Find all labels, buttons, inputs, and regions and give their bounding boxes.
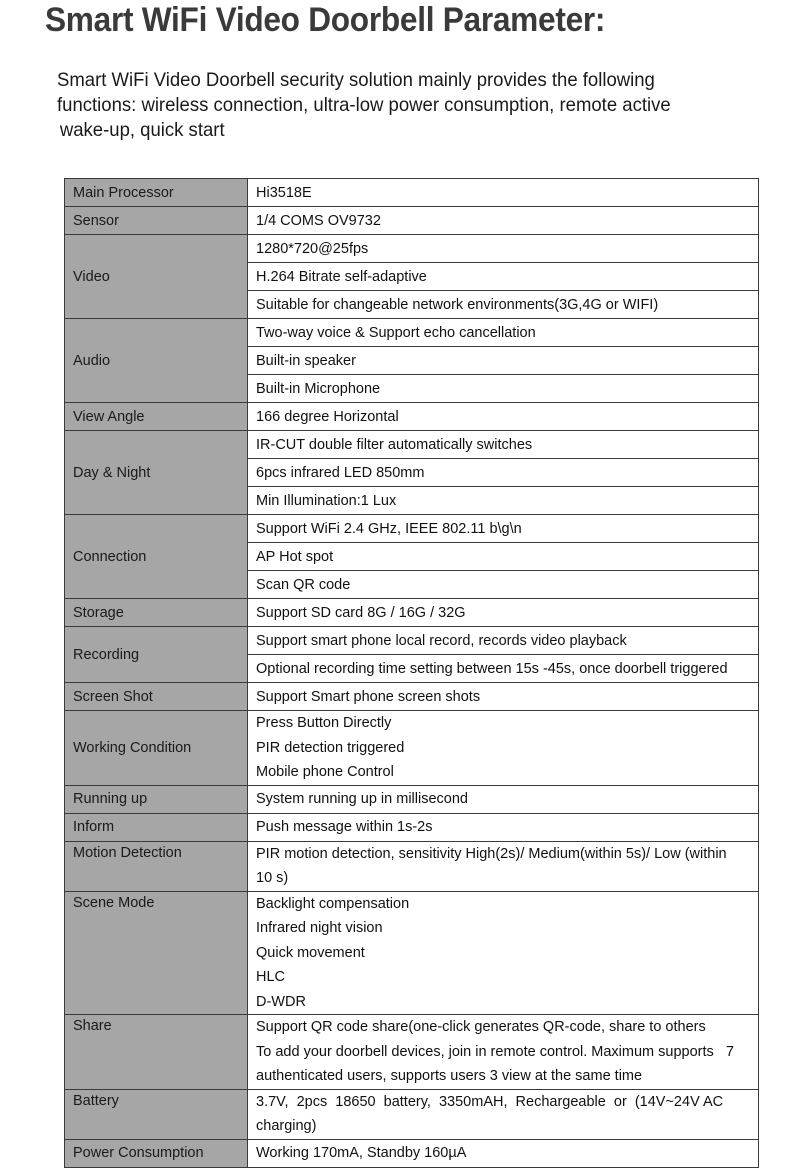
param-value: IR-CUT double filter automatically switches <box>248 431 759 459</box>
param-value: H.264 Bitrate self-adaptive <box>248 263 759 291</box>
param-value: Optional recording time setting between 15s -45s, once doorbell triggered <box>248 655 759 683</box>
param-label: Audio <box>65 319 248 403</box>
param-value: Built-in Microphone <box>248 375 759 403</box>
intro-line: Smart WiFi Video Doorbell security solution mainly provides the following <box>57 69 655 91</box>
value-line: Infrared night vision <box>256 920 383 936</box>
param-label: Working Condition <box>65 711 248 786</box>
table-row <box>65 891 759 1015</box>
param-value <box>248 711 759 786</box>
table-row <box>65 683 759 711</box>
param-value: AP Hot spot <box>248 543 759 571</box>
param-value <box>248 1089 759 1139</box>
parameter-table <box>64 178 759 1168</box>
param-value: Min Illumination:1 Lux <box>248 487 759 515</box>
value-line: authenticated users, supports users 3 view at the same time <box>256 1068 643 1084</box>
param-label: Screen Shot <box>65 683 248 711</box>
param-value: System running up in millisecond <box>248 785 759 813</box>
param-value <box>248 1015 759 1090</box>
param-value: Push message within 1s-2s <box>248 813 759 841</box>
param-value <box>248 891 759 1015</box>
param-value: Support SD card 8G / 16G / 32G <box>248 599 759 627</box>
value-line: D-WDR <box>256 993 306 1010</box>
table-row <box>65 1139 759 1167</box>
param-label: Day & Night <box>65 431 248 515</box>
param-value: Working 170mA, Standby 160µA <box>248 1139 759 1167</box>
value-line: Mobile phone Control <box>256 764 394 780</box>
value-line: Quick movement <box>256 944 365 961</box>
param-label: View Angle <box>65 403 248 431</box>
param-value: 166 degree Horizontal <box>248 403 759 431</box>
value-line: charging) <box>256 1118 317 1134</box>
table-row <box>65 841 759 891</box>
table-row <box>65 599 759 627</box>
param-label: Video <box>65 235 248 319</box>
value-line: Support QR code share(one-click generates QR-code, share to others <box>256 1019 706 1035</box>
param-label: Motion Detection <box>65 841 248 891</box>
param-label: Share <box>65 1015 248 1090</box>
param-value: 1/4 COMS OV9732 <box>248 207 759 235</box>
table-row <box>65 515 759 543</box>
value-line: PIR detection triggered <box>256 739 405 756</box>
param-value: Support smart phone local record, records video playback <box>248 627 759 655</box>
param-label: Running up <box>65 785 248 813</box>
param-value: Two-way voice & Support echo cancellation <box>248 319 759 347</box>
param-label: Scene Mode <box>65 891 248 1015</box>
page-title: Smart WiFi Video Doorbell Parameter: <box>45 1 606 39</box>
param-value: Built-in speaker <box>248 347 759 375</box>
param-value: 1280*720@25fps <box>248 235 759 263</box>
param-label: Battery <box>65 1089 248 1139</box>
param-value: Suitable for changeable network environments(3G,4G or WIFI) <box>248 291 759 319</box>
value-line: 10 s) <box>256 870 289 886</box>
param-value: Hi3518E <box>248 179 759 207</box>
table-row <box>65 1089 759 1139</box>
intro-line: functions: wireless connection, ultra-low power consumption, remote active <box>57 94 671 116</box>
table-row <box>65 431 759 459</box>
table-row <box>65 627 759 655</box>
table-row <box>65 319 759 347</box>
param-label: Main Processor <box>65 179 248 207</box>
value-line: Press Button Directly <box>256 715 392 731</box>
param-value: Scan QR code <box>248 571 759 599</box>
param-value: Support WiFi 2.4 GHz, IEEE 802.11 b\g\n <box>248 515 759 543</box>
param-value: Support Smart phone screen shots <box>248 683 759 711</box>
param-value: 6pcs infrared LED 850mm <box>248 459 759 487</box>
param-value <box>248 841 759 891</box>
value-line: PIR motion detection, sensitivity High(2s)/ Medium(within 5s)/ Low (within <box>256 845 727 862</box>
value-line: HLC <box>256 969 286 985</box>
table-row <box>65 785 759 813</box>
table-row <box>65 1015 759 1090</box>
intro-paragraph <box>57 68 741 143</box>
table-row <box>65 813 759 841</box>
table-row <box>65 235 759 263</box>
param-label: Inform <box>65 813 248 841</box>
param-label: Power Consumption <box>65 1139 248 1167</box>
value-line: 3.7V, 2pcs 18650 battery, 3350mAH, Rechargeable or (14V~24V AC <box>256 1093 724 1110</box>
param-label: Recording <box>65 627 248 683</box>
table-row <box>65 207 759 235</box>
value-line: To add your doorbell devices, join in remote control. Maximum supports 7 <box>256 1043 734 1060</box>
value-line: Backlight compensation <box>256 895 410 912</box>
table-row <box>65 711 759 786</box>
table-row <box>65 179 759 207</box>
param-label: Connection <box>65 515 248 599</box>
table-row <box>65 403 759 431</box>
param-label: Storage <box>65 599 248 627</box>
intro-line: wake-up, quick start <box>59 119 225 141</box>
param-label: Sensor <box>65 207 248 235</box>
